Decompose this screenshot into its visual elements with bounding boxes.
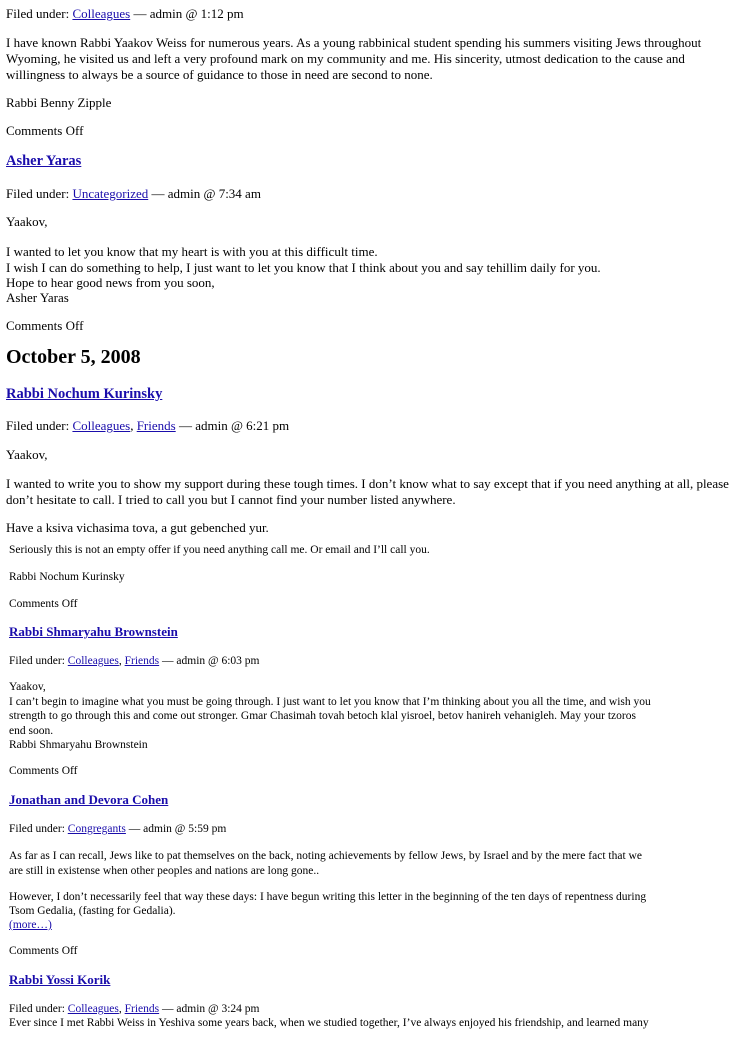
category-link-colleagues[interactable]: Colleagues bbox=[67, 1003, 119, 1015]
post-line: However, I don’t necessarily feel that way these days: I have begun writing this letter in the beginning of the ten days of repentness during bbox=[9, 891, 647, 903]
post-title-link[interactable]: Jonathan and Devora Cohen bbox=[9, 792, 169, 807]
category-link-friends[interactable]: Friends bbox=[124, 655, 160, 667]
post-line: As far as I can recall, Jews like to pat themselves on the back, noting achievements by fellow Jews, by Israel and by the mere fact that we bbox=[9, 850, 642, 862]
comments-status: Comments Off bbox=[9, 945, 78, 957]
date-heading: October 5, 2008 bbox=[6, 346, 141, 368]
post-meta: Filed under: Colleagues, Friends — admin @ 3:24 pm bbox=[9, 1003, 260, 1015]
category-link-congregants[interactable]: Congregants bbox=[67, 823, 126, 835]
post-body: I wanted to write you to show my support during these tough times. I don’t know what to say except that if you need anything at all, please don’t hesitate to call. I tried to call you but I cannot find your number listed anywhere. bbox=[6, 476, 729, 507]
comments-status: Comments Off bbox=[6, 123, 84, 138]
post-line: I can’t begin to imagine what you must be going through. I just want to let you know that I’m thinking about you all the time, and wish you bbox=[9, 696, 651, 708]
post-blessing: Have a ksiva vichasima tova, a gut gebenched yur. bbox=[6, 520, 269, 535]
post-title-link[interactable]: Rabbi Shmaryahu Brownstein bbox=[9, 624, 178, 639]
post-greeting: Yaakov, bbox=[6, 447, 48, 462]
post-line: strength to go through this and come out stronger. Gmar Chasimah tovah betoch klal yisroel, betov hanireh vehanigleh. May your tzoros bbox=[9, 710, 636, 722]
category-link-friends[interactable]: Friends bbox=[136, 418, 176, 433]
post-meta: Filed under: Congregants — admin @ 5:59 pm bbox=[9, 823, 227, 835]
post-line: Tsom Gedalia, (fasting for Gedalia). bbox=[9, 905, 176, 917]
post-greeting: Yaakov, bbox=[9, 681, 46, 693]
post-line: end soon. bbox=[9, 725, 54, 737]
post-signature: Asher Yaras bbox=[6, 290, 69, 305]
post-title-link[interactable]: Rabbi Yossi Korik bbox=[9, 972, 111, 987]
category-link-colleagues[interactable]: Colleagues bbox=[72, 6, 131, 21]
post-title-link[interactable]: Asher Yaras bbox=[6, 153, 82, 169]
post-signature: Rabbi Benny Zipple bbox=[6, 95, 112, 110]
post-meta: Filed under: Colleagues, Friends — admin @ 6:03 pm bbox=[9, 655, 260, 667]
post-title-link[interactable]: Rabbi Nochum Kurinsky bbox=[6, 386, 163, 402]
category-link-uncategorized[interactable]: Uncategorized bbox=[72, 186, 149, 201]
post-line: Hope to hear good news from you soon, bbox=[6, 275, 215, 290]
post-meta: Filed under: Colleagues, Friends — admin @ 6:21 pm bbox=[6, 418, 290, 433]
post-extra: Seriously this is not an empty offer if you need anything call me. Or email and I’ll call you. bbox=[9, 544, 430, 556]
post-meta: Filed under: Colleagues — admin @ 1:12 pm bbox=[6, 6, 244, 21]
category-link-colleagues[interactable]: Colleagues bbox=[67, 655, 119, 667]
post-line: I wish I can do something to help, I just want to let you know that I think about you and say tehillim daily for you. bbox=[6, 260, 601, 275]
comments-status: Comments Off bbox=[9, 765, 78, 777]
post-body: I have known Rabbi Yaakov Weiss for numerous years. As a young rabbinical student spending his summers visiting Jews throughout Wyoming, he visited us and left a very profound mark on my community and me. His sincerity, utmost dedication to the cause and willingness to always be a source of guidance to those in need are second to none. bbox=[6, 35, 702, 82]
post-greeting: Yaakov, bbox=[6, 214, 48, 229]
comments-status: Comments Off bbox=[9, 598, 78, 610]
comments-status: Comments Off bbox=[6, 318, 84, 333]
post-signature: Rabbi Nochum Kurinsky bbox=[9, 571, 125, 583]
post-line: are still in existense when other peoples and nations are long gone.. bbox=[9, 865, 320, 877]
category-link-friends[interactable]: Friends bbox=[124, 1003, 160, 1015]
post-line: I wanted to let you know that my heart is with you at this difficult time. bbox=[6, 244, 378, 259]
read-more-link[interactable]: (more…) bbox=[9, 919, 52, 931]
post-body: Ever since I met Rabbi Weiss in Yeshiva some years back, when we studied together, I’ve always enjoyed his friendship, and learned many bbox=[9, 1017, 649, 1029]
post-meta: Filed under: Uncategorized — admin @ 7:34 am bbox=[6, 186, 261, 201]
post-signature: Rabbi Shmaryahu Brownstein bbox=[9, 739, 148, 751]
category-link-colleagues[interactable]: Colleagues bbox=[72, 418, 131, 433]
